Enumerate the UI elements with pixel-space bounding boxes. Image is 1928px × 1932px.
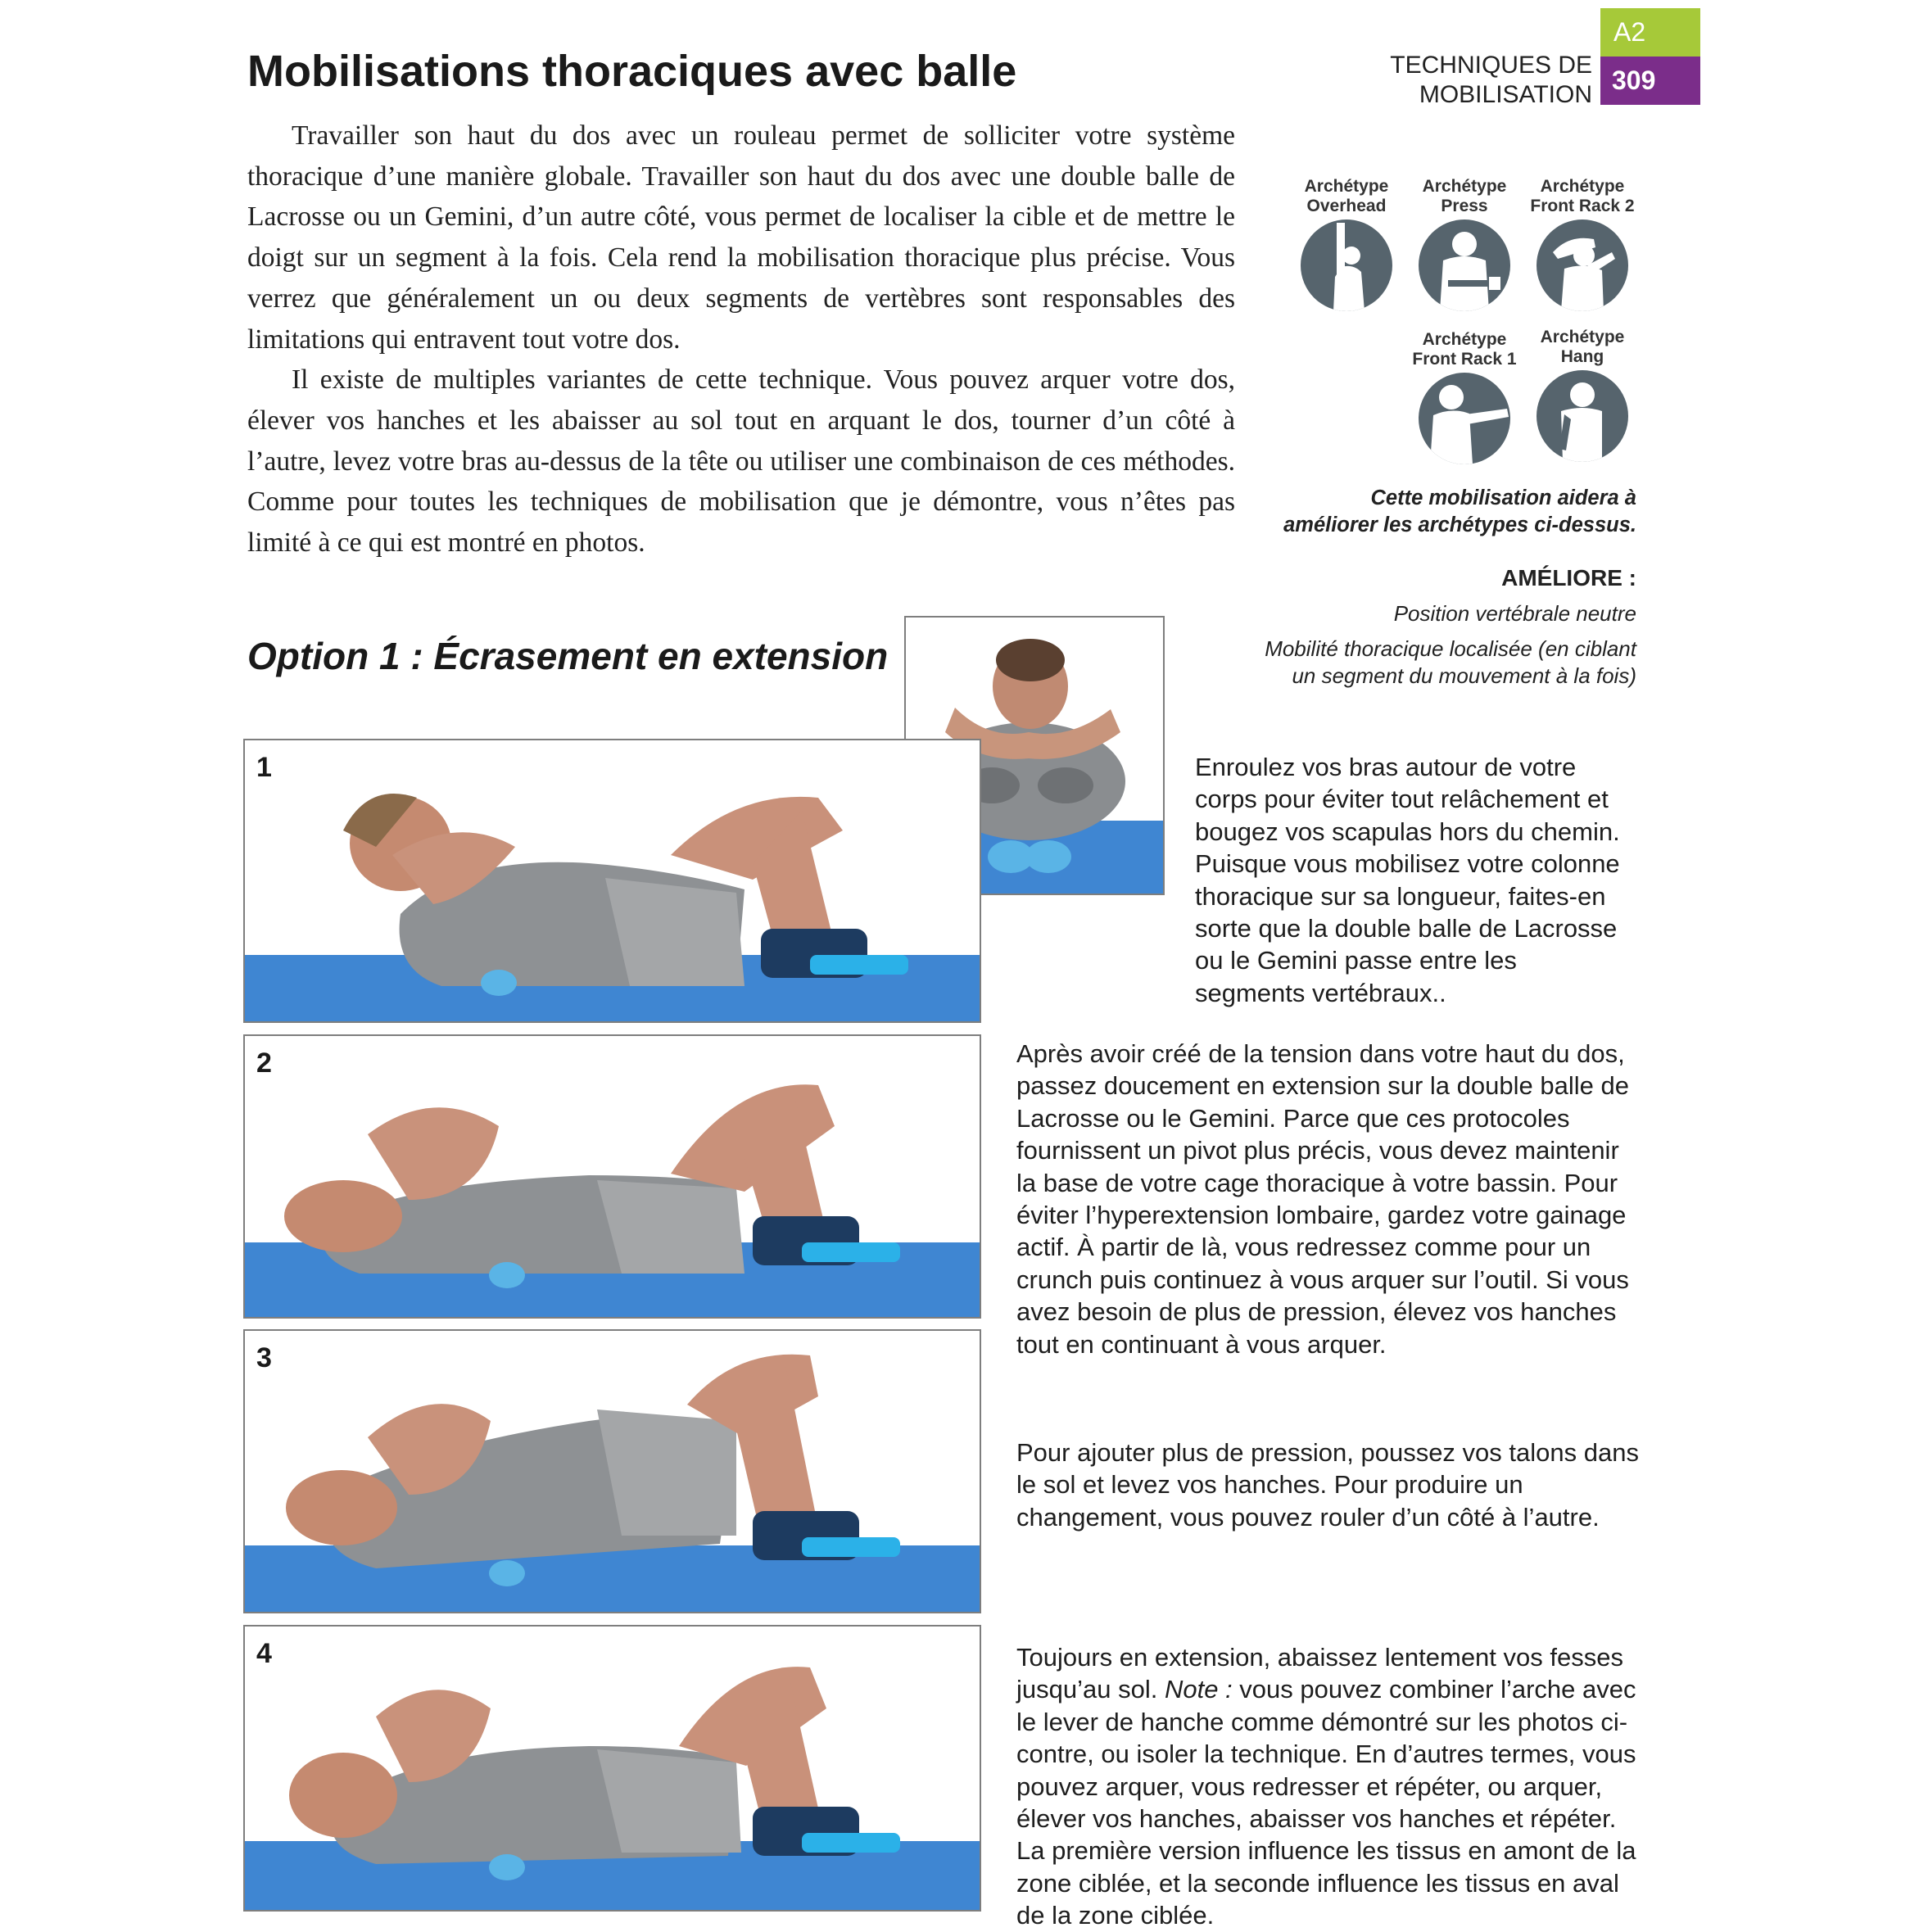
improves-item: Mobilité thoracique localisée (en ciblant un segment du mouvement à la fois) (1265, 636, 1636, 688)
overhead-figure-icon (1301, 219, 1392, 311)
step-1-description: Enroulez vos bras autour de votre corps pour éviter tout relâchement et bougez vos scapulas hors du chemin. Puisque vous mobilisez votre colonne thoracique sur sa longueur, faites-en sorte que la double balle de Lacrosse ou le Gemini passe entre les segments vertébraux.. (1195, 753, 1620, 1007)
archetype-label-line: Front Rack 2 (1530, 197, 1635, 215)
improves-item: Position vertébrale neutre (1393, 601, 1636, 626)
page-number-tab: 309 (1600, 57, 1700, 105)
step-3-description: Pour ajouter plus de pression, poussez vos talons dans le sol et levez vos hanches. Pour produire un changement, vous pouvez rouler d’un côté à l’autre. (1016, 1438, 1639, 1532)
archetype-label (1287, 177, 1406, 219)
archetype-label-line: Archétype (1422, 177, 1507, 196)
step-number: 1 (256, 752, 272, 783)
archetype-overhead (1287, 177, 1406, 311)
archetype-caption-line: Cette mobilisation aidera à (1370, 486, 1636, 509)
archetype-front-rack-2 (1523, 177, 1642, 311)
step-photo-4 (243, 1625, 981, 1912)
page-title: Mobilisations thoraciques avec balle (247, 47, 1017, 96)
step-4-description (1016, 1641, 1641, 1932)
step-photo-2 (243, 1034, 981, 1319)
step-number: 2 (256, 1047, 272, 1079)
front-rack-2-figure-icon (1537, 219, 1628, 311)
intro-text (247, 115, 1235, 563)
archetype-label (1523, 177, 1642, 219)
archetype-front-rack-1 (1405, 330, 1524, 464)
intro-paragraph: Il existe de multiples variantes de cette technique. Vous pouvez arquer votre dos, élever vos hanches et les abaisser au sol tout en arquant le dos, tourner d’un côté à l’autre, levez votre bras au-dessus de la tête ou utiliser une combinaison de ces méthodes. Comme pour toutes les techniques de mobilisation que je démontre, vous n’êtes pas limité à ce qui est montré en photos. (247, 364, 1235, 559)
hang-figure-icon (1537, 370, 1628, 462)
option-heading: Option 1 : Écrasement en extension (247, 635, 889, 677)
intro-paragraph: Travailler son haut du dos avec un rouleau permet de solliciter votre système thoracique d’une manière globale. Travailler son haut du dos avec une double balle de Lacrosse ou un Gemini, d’un autre côté, vous permet de localiser la cible et de mettre le doigt sur un segment à la fois. Cela rend la mobilisation thoracique plus précise. Vous verrez que généralement un ou deux segments de vertèbres sont responsables des limitations qui entravent tout votre dos. (247, 120, 1235, 355)
step-number: 3 (256, 1342, 272, 1373)
archetype-label (1405, 177, 1524, 219)
archetype-label-line: Press (1441, 197, 1488, 215)
section-tag-line-1: TECHNIQUES DE (1390, 52, 1592, 79)
section-tag (1360, 51, 1592, 110)
archetype-label (1523, 328, 1642, 370)
archetype-label (1405, 330, 1524, 373)
step-photo-3 (243, 1329, 981, 1613)
note-label: Note : (1164, 1675, 1233, 1704)
archetype-label-line: Archétype (1304, 177, 1389, 196)
press-figure-icon (1419, 219, 1510, 311)
archetype-label-line: Archétype (1422, 330, 1507, 349)
step-photo-1 (243, 739, 981, 1023)
step-4-text-after: vous pouvez combiner l’arche avec le lever de hanche comme démontré sur les photos ci-contre, ou isoler la technique. En d’autres termes, vous pouvez arquer, vous redresser et répéter, ou arquer, élever vos hanches, abaisser vos hanches et répéter. La première version influence les tissus en amont de la zone ciblée, et la seconde influence les tissus en aval de la zone ciblée. (1016, 1675, 1636, 1930)
archetype-press (1405, 177, 1524, 311)
archetype-label-line: Front Rack 1 (1412, 350, 1517, 369)
archetype-label-line: Archétype (1540, 177, 1625, 196)
chapter-code-tab: A2 (1600, 8, 1700, 57)
section-tag-line-2: MOBILISATION (1419, 81, 1592, 108)
step-4-text-before: Toujours en extension, abaissez lentement vos fesses jusqu’au sol. (1016, 1643, 1623, 1704)
improves-heading: AMÉLIORE : (1501, 565, 1636, 590)
step-number: 4 (256, 1638, 272, 1669)
archetype-caption-line: améliorer les archétypes ci-dessus. (1283, 514, 1636, 536)
archetype-label-line: Overhead (1306, 197, 1387, 215)
archetype-label-line: Hang (1560, 347, 1604, 366)
archetype-hang (1523, 328, 1642, 462)
improves-list (1245, 600, 1636, 698)
step-2-description: Après avoir créé de la tension dans votre haut du dos, passez doucement en extension sur la double balle de Lacrosse ou le Gemini. Parce que ces protocoles fournissent un pivot plus précis, vous devez maintenir la base de votre cage thoracique à votre bassin. Pour éviter l’hyperextension lombaire, gardez votre gainage actif. À partir de là, vous redressez comme pour un crunch puis continuez à vous arquer sur l’outil. Si vous avez besoin de plus de pression, élevez vos hanches tout en continuant à vous arquer. (1016, 1039, 1629, 1359)
archetype-label-line: Archétype (1540, 328, 1625, 346)
archetype-caption (1245, 485, 1636, 539)
front-rack-1-figure-icon (1419, 373, 1510, 464)
